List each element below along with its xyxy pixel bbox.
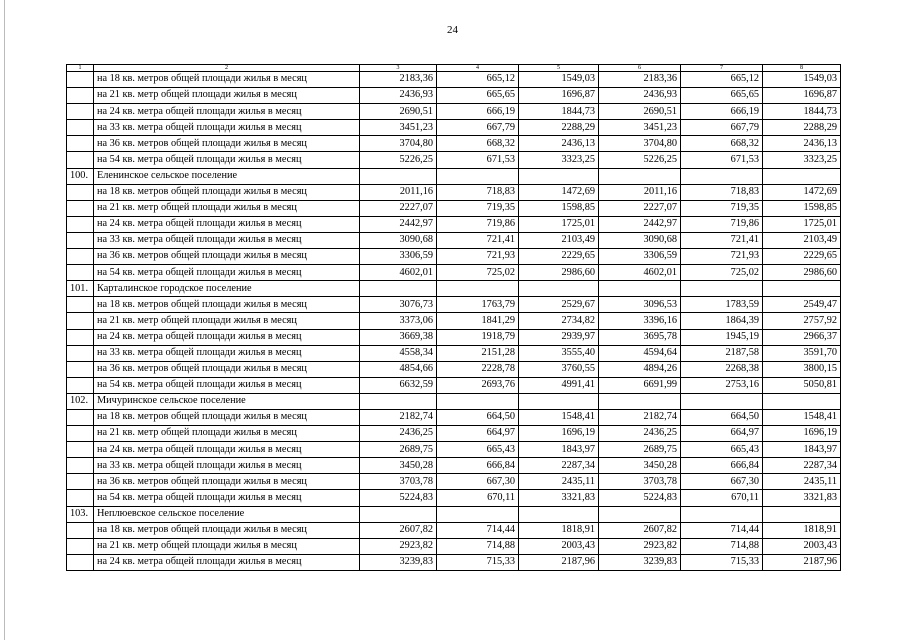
- table-row: [67, 232, 841, 248]
- row-label: на 24 кв. метра общей площади жилья в месяц: [94, 329, 360, 345]
- value-cell-col7: 665,65: [681, 88, 763, 104]
- table-row: [67, 104, 841, 120]
- value-cell-col7: 671,53: [681, 152, 763, 168]
- row-label: на 54 кв. метра общей площади жилья в месяц: [94, 490, 360, 506]
- value-cell-col6: 5226,25: [599, 152, 681, 168]
- empty-index-cell: [67, 490, 94, 506]
- row-label: на 24 кв. метра общей площади жилья в месяц: [94, 442, 360, 458]
- value-cell-col3: 2436,25: [360, 426, 437, 442]
- empty-cell: [437, 393, 519, 409]
- value-cell-col3: 3076,73: [360, 297, 437, 313]
- value-cell-col5: 1549,03: [519, 72, 599, 88]
- table-row: [67, 200, 841, 216]
- column-number: 2: [94, 65, 360, 72]
- row-label: на 24 кв. метра общей площади жилья в месяц: [94, 216, 360, 232]
- value-cell-col8: 2436,13: [763, 136, 841, 152]
- value-cell-col3: 2182,74: [360, 409, 437, 425]
- value-cell-col5: 3321,83: [519, 490, 599, 506]
- value-cell-col6: 3239,83: [599, 554, 681, 570]
- value-cell-col5: 3555,40: [519, 345, 599, 361]
- value-cell-col8: 1696,19: [763, 426, 841, 442]
- tariff-table: [66, 64, 841, 571]
- column-number-row: [67, 65, 841, 72]
- value-cell-col7: 721,41: [681, 232, 763, 248]
- empty-index-cell: [67, 313, 94, 329]
- value-cell-col7: 719,86: [681, 216, 763, 232]
- value-cell-col5: 1818,91: [519, 522, 599, 538]
- value-cell-col7: 664,97: [681, 426, 763, 442]
- value-cell-col6: 2436,93: [599, 88, 681, 104]
- value-cell-col4: 714,88: [437, 538, 519, 554]
- value-cell-col5: 2003,43: [519, 538, 599, 554]
- column-number: 5: [519, 65, 599, 72]
- column-number: 3: [360, 65, 437, 72]
- value-cell-col7: 667,79: [681, 120, 763, 136]
- value-cell-col8: 1696,87: [763, 88, 841, 104]
- value-cell-col6: 3450,28: [599, 458, 681, 474]
- value-cell-col3: 4854,66: [360, 361, 437, 377]
- row-label: на 21 кв. метр общей площади жилья в месяц: [94, 88, 360, 104]
- empty-index-cell: [67, 120, 94, 136]
- empty-cell: [763, 393, 841, 409]
- value-cell-col8: 1844,73: [763, 104, 841, 120]
- value-cell-col8: 2103,49: [763, 232, 841, 248]
- value-cell-col4: 2693,76: [437, 377, 519, 393]
- value-cell-col4: 2151,28: [437, 345, 519, 361]
- value-cell-col5: 1696,87: [519, 88, 599, 104]
- value-cell-col8: 2003,43: [763, 538, 841, 554]
- value-cell-col6: 2442,97: [599, 216, 681, 232]
- value-cell-col3: 3450,28: [360, 458, 437, 474]
- empty-cell: [360, 168, 437, 184]
- value-cell-col7: 666,84: [681, 458, 763, 474]
- value-cell-col6: 3451,23: [599, 120, 681, 136]
- value-cell-col7: 714,88: [681, 538, 763, 554]
- value-cell-col4: 665,65: [437, 88, 519, 104]
- empty-cell: [681, 168, 763, 184]
- value-cell-col5: 2287,34: [519, 458, 599, 474]
- value-cell-col7: 665,43: [681, 442, 763, 458]
- row-label: на 33 кв. метра общей площади жилья в месяц: [94, 232, 360, 248]
- value-cell-col8: 2435,11: [763, 474, 841, 490]
- value-cell-col8: 2187,96: [763, 554, 841, 570]
- row-label: на 33 кв. метра общей площади жилья в месяц: [94, 458, 360, 474]
- value-cell-col7: 665,12: [681, 72, 763, 88]
- value-cell-col5: 1696,19: [519, 426, 599, 442]
- table-row: [67, 136, 841, 152]
- table-row: [67, 120, 841, 136]
- value-cell-col4: 667,79: [437, 120, 519, 136]
- table-row: [67, 442, 841, 458]
- value-cell-col5: 2288,29: [519, 120, 599, 136]
- value-cell-col7: 666,19: [681, 104, 763, 120]
- page-edge-line: [4, 0, 5, 640]
- table-row: [67, 426, 841, 442]
- section-name: Карталинское городское поселение: [94, 281, 360, 297]
- value-cell-col4: 665,12: [437, 72, 519, 88]
- value-cell-col7: 1783,59: [681, 297, 763, 313]
- empty-index-cell: [67, 297, 94, 313]
- value-cell-col6: 3096,53: [599, 297, 681, 313]
- value-cell-col4: 718,83: [437, 184, 519, 200]
- empty-index-cell: [67, 409, 94, 425]
- value-cell-col3: 3703,78: [360, 474, 437, 490]
- value-cell-col5: 1598,85: [519, 200, 599, 216]
- value-cell-col3: 3239,83: [360, 554, 437, 570]
- value-cell-col5: 2939,97: [519, 329, 599, 345]
- table-row: [67, 474, 841, 490]
- row-label: на 18 кв. метров общей площади жилья в месяц: [94, 522, 360, 538]
- value-cell-col6: 2183,36: [599, 72, 681, 88]
- table-row: [67, 554, 841, 570]
- row-label: на 54 кв. метра общей площади жилья в месяц: [94, 152, 360, 168]
- value-cell-col3: 4558,34: [360, 345, 437, 361]
- empty-index-cell: [67, 522, 94, 538]
- value-cell-col7: 718,83: [681, 184, 763, 200]
- row-label: на 36 кв. метров общей площади жилья в месяц: [94, 361, 360, 377]
- value-cell-col7: 2187,58: [681, 345, 763, 361]
- empty-cell: [437, 168, 519, 184]
- section-number: 103.: [67, 506, 94, 522]
- value-cell-col6: 2690,51: [599, 104, 681, 120]
- row-label: на 36 кв. метров общей площади жилья в месяц: [94, 249, 360, 265]
- row-label: на 21 кв. метр общей площади жилья в месяц: [94, 426, 360, 442]
- empty-index-cell: [67, 458, 94, 474]
- row-label: на 36 кв. метров общей площади жилья в месяц: [94, 136, 360, 152]
- empty-cell: [437, 281, 519, 297]
- row-label: на 24 кв. метра общей площади жилья в месяц: [94, 104, 360, 120]
- value-cell-col3: 5224,83: [360, 490, 437, 506]
- value-cell-col5: 2187,96: [519, 554, 599, 570]
- empty-index-cell: [67, 442, 94, 458]
- value-cell-col7: 715,33: [681, 554, 763, 570]
- value-cell-col7: 664,50: [681, 409, 763, 425]
- value-cell-col4: 721,93: [437, 249, 519, 265]
- empty-cell: [519, 168, 599, 184]
- value-cell-col6: 4894,26: [599, 361, 681, 377]
- table-row: [67, 216, 841, 232]
- value-cell-col8: 3321,83: [763, 490, 841, 506]
- empty-index-cell: [67, 474, 94, 490]
- empty-index-cell: [67, 426, 94, 442]
- value-cell-col7: 721,93: [681, 249, 763, 265]
- value-cell-col8: 1598,85: [763, 200, 841, 216]
- value-cell-col8: 3323,25: [763, 152, 841, 168]
- row-label: на 33 кв. метра общей площади жилья в месяц: [94, 120, 360, 136]
- column-number: 1: [67, 65, 94, 72]
- column-number: 8: [763, 65, 841, 72]
- value-cell-col5: 1843,97: [519, 442, 599, 458]
- value-cell-col3: 3090,68: [360, 232, 437, 248]
- table-body: [67, 65, 841, 571]
- empty-cell: [599, 281, 681, 297]
- page-number: 24: [447, 24, 458, 36]
- empty-cell: [599, 506, 681, 522]
- value-cell-col6: 2011,16: [599, 184, 681, 200]
- value-cell-col5: 2229,65: [519, 249, 599, 265]
- value-cell-col5: 2529,67: [519, 297, 599, 313]
- section-header-row: [67, 393, 841, 409]
- empty-cell: [360, 281, 437, 297]
- column-number: 6: [599, 65, 681, 72]
- value-cell-col5: 1472,69: [519, 184, 599, 200]
- value-cell-col8: 2549,47: [763, 297, 841, 313]
- value-cell-col5: 3760,55: [519, 361, 599, 377]
- row-label: на 21 кв. метр общей площади жилья в месяц: [94, 313, 360, 329]
- section-number: 100.: [67, 168, 94, 184]
- value-cell-col6: 3090,68: [599, 232, 681, 248]
- section-name: Неплюевское сельское поселение: [94, 506, 360, 522]
- value-cell-col6: 2689,75: [599, 442, 681, 458]
- value-cell-col3: 2011,16: [360, 184, 437, 200]
- empty-cell: [681, 281, 763, 297]
- value-cell-col8: 3591,70: [763, 345, 841, 361]
- table-row: [67, 377, 841, 393]
- row-label: на 18 кв. метров общей площади жилья в месяц: [94, 409, 360, 425]
- empty-index-cell: [67, 265, 94, 281]
- value-cell-col3: 5226,25: [360, 152, 437, 168]
- value-cell-col7: 719,35: [681, 200, 763, 216]
- column-number: 7: [681, 65, 763, 72]
- table-row: [67, 361, 841, 377]
- empty-index-cell: [67, 232, 94, 248]
- empty-index-cell: [67, 538, 94, 554]
- value-cell-col3: 6632,59: [360, 377, 437, 393]
- value-cell-col8: 1549,03: [763, 72, 841, 88]
- value-cell-col4: 719,86: [437, 216, 519, 232]
- value-cell-col3: 4602,01: [360, 265, 437, 281]
- empty-cell: [437, 506, 519, 522]
- row-label: на 18 кв. метров общей площади жилья в месяц: [94, 72, 360, 88]
- value-cell-col7: 670,11: [681, 490, 763, 506]
- table-row: [67, 184, 841, 200]
- value-cell-col8: 1818,91: [763, 522, 841, 538]
- value-cell-col8: 1843,97: [763, 442, 841, 458]
- value-cell-col6: 2923,82: [599, 538, 681, 554]
- value-cell-col4: 671,53: [437, 152, 519, 168]
- value-cell-col5: 2103,49: [519, 232, 599, 248]
- value-cell-col4: 1763,79: [437, 297, 519, 313]
- row-label: на 36 кв. метров общей площади жилья в месяц: [94, 474, 360, 490]
- value-cell-col6: 3695,78: [599, 329, 681, 345]
- table-row: [67, 329, 841, 345]
- empty-cell: [599, 393, 681, 409]
- value-cell-col8: 2288,29: [763, 120, 841, 136]
- row-label: на 21 кв. метр общей площади жилья в месяц: [94, 538, 360, 554]
- section-header-row: [67, 506, 841, 522]
- value-cell-col5: 1725,01: [519, 216, 599, 232]
- section-number: 101.: [67, 281, 94, 297]
- section-header-row: [67, 168, 841, 184]
- value-cell-col8: 1725,01: [763, 216, 841, 232]
- value-cell-col3: 2183,36: [360, 72, 437, 88]
- value-cell-col4: 714,44: [437, 522, 519, 538]
- value-cell-col8: 2229,65: [763, 249, 841, 265]
- value-cell-col5: 1548,41: [519, 409, 599, 425]
- value-cell-col4: 1841,29: [437, 313, 519, 329]
- row-label: на 18 кв. метров общей площади жилья в месяц: [94, 184, 360, 200]
- value-cell-col3: 2689,75: [360, 442, 437, 458]
- value-cell-col6: 2607,82: [599, 522, 681, 538]
- value-cell-col4: 666,19: [437, 104, 519, 120]
- value-cell-col5: 4991,41: [519, 377, 599, 393]
- empty-cell: [681, 506, 763, 522]
- empty-cell: [519, 281, 599, 297]
- value-cell-col6: 3704,80: [599, 136, 681, 152]
- empty-index-cell: [67, 184, 94, 200]
- value-cell-col5: 2436,13: [519, 136, 599, 152]
- empty-index-cell: [67, 216, 94, 232]
- value-cell-col6: 2227,07: [599, 200, 681, 216]
- empty-index-cell: [67, 345, 94, 361]
- value-cell-col4: 667,30: [437, 474, 519, 490]
- value-cell-col6: 2182,74: [599, 409, 681, 425]
- section-header-row: [67, 281, 841, 297]
- table-row: [67, 72, 841, 88]
- table-row: [67, 152, 841, 168]
- value-cell-col4: 1918,79: [437, 329, 519, 345]
- row-label: на 33 кв. метра общей площади жилья в месяц: [94, 345, 360, 361]
- empty-index-cell: [67, 249, 94, 265]
- value-cell-col3: 2442,97: [360, 216, 437, 232]
- value-cell-col3: 3669,38: [360, 329, 437, 345]
- value-cell-col7: 668,32: [681, 136, 763, 152]
- table-row: [67, 313, 841, 329]
- empty-cell: [681, 393, 763, 409]
- value-cell-col6: 4594,64: [599, 345, 681, 361]
- empty-index-cell: [67, 377, 94, 393]
- value-cell-col8: 2757,92: [763, 313, 841, 329]
- value-cell-col3: 2436,93: [360, 88, 437, 104]
- value-cell-col5: 1844,73: [519, 104, 599, 120]
- column-number: 4: [437, 65, 519, 72]
- empty-cell: [519, 393, 599, 409]
- value-cell-col5: 2986,60: [519, 265, 599, 281]
- value-cell-col6: 6691,99: [599, 377, 681, 393]
- row-label: на 54 кв. метра общей площади жилья в месяц: [94, 265, 360, 281]
- row-label: на 24 кв. метра общей площади жилья в месяц: [94, 554, 360, 570]
- table-row: [67, 265, 841, 281]
- value-cell-col6: 3306,59: [599, 249, 681, 265]
- value-cell-col3: 2607,82: [360, 522, 437, 538]
- empty-cell: [763, 506, 841, 522]
- value-cell-col7: 714,44: [681, 522, 763, 538]
- table-row: [67, 490, 841, 506]
- row-label: на 18 кв. метров общей площади жилья в месяц: [94, 297, 360, 313]
- value-cell-col6: 2436,25: [599, 426, 681, 442]
- section-number: 102.: [67, 393, 94, 409]
- value-cell-col5: 2435,11: [519, 474, 599, 490]
- value-cell-col7: 725,02: [681, 265, 763, 281]
- value-cell-col4: 665,43: [437, 442, 519, 458]
- value-cell-col6: 3396,16: [599, 313, 681, 329]
- section-name: Еленинское сельское поселение: [94, 168, 360, 184]
- empty-cell: [519, 506, 599, 522]
- table-row: [67, 409, 841, 425]
- value-cell-col4: 715,33: [437, 554, 519, 570]
- value-cell-col6: 5224,83: [599, 490, 681, 506]
- value-cell-col7: 667,30: [681, 474, 763, 490]
- value-cell-col3: 3373,06: [360, 313, 437, 329]
- value-cell-col8: 2287,34: [763, 458, 841, 474]
- section-name: Мичуринское сельское поселение: [94, 393, 360, 409]
- value-cell-col8: 3800,15: [763, 361, 841, 377]
- value-cell-col4: 2228,78: [437, 361, 519, 377]
- value-cell-col7: 2268,38: [681, 361, 763, 377]
- empty-index-cell: [67, 72, 94, 88]
- value-cell-col5: 2734,82: [519, 313, 599, 329]
- value-cell-col4: 721,41: [437, 232, 519, 248]
- empty-index-cell: [67, 329, 94, 345]
- table-row: [67, 297, 841, 313]
- empty-index-cell: [67, 152, 94, 168]
- table-row: [67, 345, 841, 361]
- value-cell-col7: 1945,19: [681, 329, 763, 345]
- value-cell-col8: 1472,69: [763, 184, 841, 200]
- value-cell-col7: 2753,16: [681, 377, 763, 393]
- value-cell-col5: 3323,25: [519, 152, 599, 168]
- value-cell-col6: 3703,78: [599, 474, 681, 490]
- value-cell-col3: 2923,82: [360, 538, 437, 554]
- empty-cell: [599, 168, 681, 184]
- value-cell-col4: 664,50: [437, 409, 519, 425]
- value-cell-col4: 668,32: [437, 136, 519, 152]
- value-cell-col8: 5050,81: [763, 377, 841, 393]
- row-label: на 54 кв. метра общей площади жилья в месяц: [94, 377, 360, 393]
- empty-index-cell: [67, 88, 94, 104]
- table-row: [67, 458, 841, 474]
- value-cell-col8: 2986,60: [763, 265, 841, 281]
- value-cell-col3: 3451,23: [360, 120, 437, 136]
- empty-index-cell: [67, 554, 94, 570]
- value-cell-col8: 1548,41: [763, 409, 841, 425]
- value-cell-col8: 2966,37: [763, 329, 841, 345]
- empty-index-cell: [67, 136, 94, 152]
- table-row: [67, 249, 841, 265]
- value-cell-col3: 3704,80: [360, 136, 437, 152]
- empty-cell: [763, 281, 841, 297]
- empty-index-cell: [67, 104, 94, 120]
- row-label: на 21 кв. метр общей площади жилья в месяц: [94, 200, 360, 216]
- table-row: [67, 538, 841, 554]
- value-cell-col3: 3306,59: [360, 249, 437, 265]
- empty-cell: [360, 506, 437, 522]
- value-cell-col3: 2227,07: [360, 200, 437, 216]
- value-cell-col4: 719,35: [437, 200, 519, 216]
- empty-index-cell: [67, 361, 94, 377]
- value-cell-col4: 725,02: [437, 265, 519, 281]
- table-row: [67, 88, 841, 104]
- value-cell-col7: 1864,39: [681, 313, 763, 329]
- table-row: [67, 522, 841, 538]
- value-cell-col4: 670,11: [437, 490, 519, 506]
- empty-cell: [360, 393, 437, 409]
- value-cell-col6: 4602,01: [599, 265, 681, 281]
- value-cell-col4: 664,97: [437, 426, 519, 442]
- empty-index-cell: [67, 200, 94, 216]
- value-cell-col3: 2690,51: [360, 104, 437, 120]
- empty-cell: [763, 168, 841, 184]
- value-cell-col4: 666,84: [437, 458, 519, 474]
